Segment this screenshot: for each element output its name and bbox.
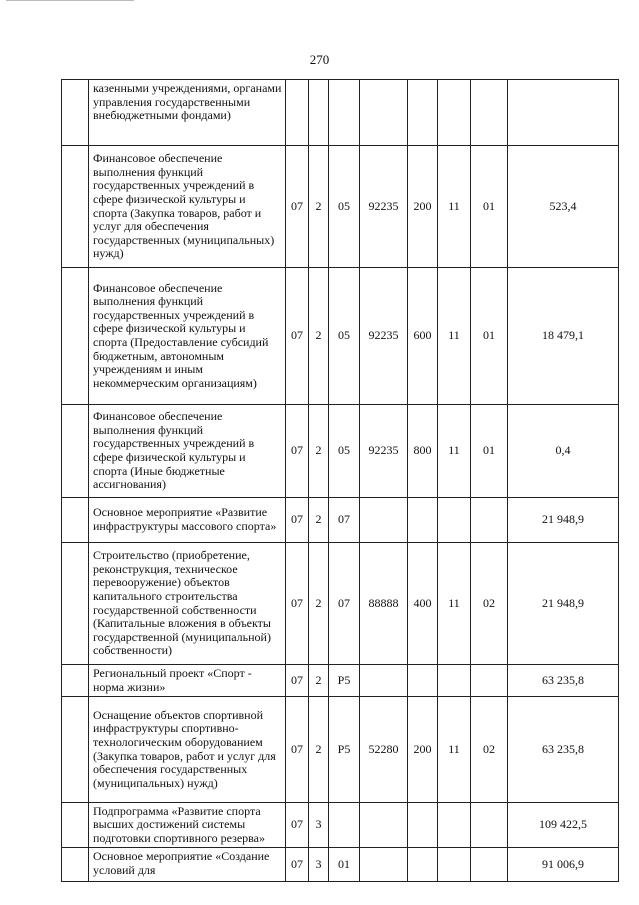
page-number: 270 [309, 52, 330, 67]
table-row [62, 803, 619, 848]
code-cell-5: 200 [408, 697, 438, 803]
row-number-cell [62, 665, 89, 697]
code-cell-4: 88888 [360, 543, 408, 665]
code-cell-5 [408, 80, 438, 146]
code-cell-1: 07 [286, 146, 309, 268]
code-cell-7 [471, 803, 508, 848]
amount-cell: 0,4 [508, 405, 619, 498]
code-cell-1: 07 [286, 268, 309, 405]
code-cell-3: P5 [329, 665, 360, 697]
code-cell-1: 07 [286, 697, 309, 803]
row-number-cell [62, 803, 89, 848]
row-number-cell [62, 80, 89, 146]
row-number-cell [62, 405, 89, 498]
code-cell-1: 07 [286, 848, 309, 882]
code-cell-6 [438, 848, 471, 882]
amount-cell: 63 235,8 [508, 697, 619, 803]
code-cell-2: 3 [309, 803, 329, 848]
code-cell-6 [438, 80, 471, 146]
code-cell-2: 2 [309, 665, 329, 697]
code-cell-7: 01 [471, 405, 508, 498]
code-cell-1 [286, 80, 309, 146]
code-cell-2: 2 [309, 146, 329, 268]
item-name-cell: Основное мероприятие «Создание условий для [89, 848, 286, 882]
code-cell-2: 2 [309, 268, 329, 405]
code-cell-4: 92235 [360, 268, 408, 405]
code-cell-5: 600 [408, 268, 438, 405]
code-cell-4: 92235 [360, 405, 408, 498]
code-cell-7: 02 [471, 543, 508, 665]
table-row [62, 848, 619, 882]
code-cell-3: 05 [329, 146, 360, 268]
code-cell-6: 11 [438, 268, 471, 405]
code-cell-2: 2 [309, 543, 329, 665]
code-cell-6 [438, 803, 471, 848]
amount-cell: 109 422,5 [508, 803, 619, 848]
code-cell-3: 07 [329, 498, 360, 543]
code-cell-6: 11 [438, 697, 471, 803]
code-cell-6: 11 [438, 146, 471, 268]
table-row [62, 405, 619, 498]
code-cell-5: 200 [408, 146, 438, 268]
row-number-cell [62, 543, 89, 665]
code-cell-5 [408, 803, 438, 848]
code-cell-2 [309, 80, 329, 146]
code-cell-3: 07 [329, 543, 360, 665]
code-cell-3: 05 [329, 405, 360, 498]
code-cell-7 [471, 80, 508, 146]
item-name-cell: Финансовое обеспечение выполнения функций государственных учреждений в сфере физической культуры и спорта (Предоставление субсидий бюджетным, автономным учреждениям и иным некоммерческим организациям) [89, 268, 286, 405]
code-cell-7: 01 [471, 268, 508, 405]
code-cell-4: 92235 [360, 146, 408, 268]
row-number-cell [62, 697, 89, 803]
table-row [62, 268, 619, 405]
code-cell-7 [471, 848, 508, 882]
row-number-cell [62, 268, 89, 405]
item-name-cell: казенными учреждениями, органами управления государственными внебюджетными фондами) [89, 80, 286, 146]
code-cell-2: 2 [309, 498, 329, 543]
amount-cell: 63 235,8 [508, 665, 619, 697]
budget-allocation-table [61, 79, 619, 882]
amount-cell [508, 80, 619, 146]
code-cell-5 [408, 848, 438, 882]
amount-cell: 21 948,9 [508, 543, 619, 665]
code-cell-4 [360, 498, 408, 543]
table-row [62, 543, 619, 665]
code-cell-3: 01 [329, 848, 360, 882]
table-row [62, 80, 619, 146]
code-cell-4: 52280 [360, 697, 408, 803]
code-cell-4 [360, 665, 408, 697]
code-cell-6: 11 [438, 405, 471, 498]
code-cell-3: P5 [329, 697, 360, 803]
code-cell-6 [438, 498, 471, 543]
item-name-cell: Финансовое обеспечение выполнения функций государственных учреждений в сфере физической культуры и спорта (Иные бюджетные ассигнования) [89, 405, 286, 498]
code-cell-5: 400 [408, 543, 438, 665]
code-cell-5: 800 [408, 405, 438, 498]
item-name-cell: Оснащение объектов спортивной инфраструктуры спортивно-технологическим оборудованием (Закупка товаров, работ и услуг для обеспечения государственных (муниципальных) нужд) [89, 697, 286, 803]
code-cell-2: 2 [309, 697, 329, 803]
table-row [62, 498, 619, 543]
code-cell-3: 05 [329, 268, 360, 405]
code-cell-1: 07 [286, 405, 309, 498]
code-cell-1: 07 [286, 498, 309, 543]
amount-cell: 523,4 [508, 146, 619, 268]
code-cell-7 [471, 498, 508, 543]
amount-cell: 91 006,9 [508, 848, 619, 882]
scan-top-rule [6, 0, 134, 1]
code-cell-2: 3 [309, 848, 329, 882]
code-cell-6: 11 [438, 543, 471, 665]
code-cell-5 [408, 665, 438, 697]
code-cell-2: 2 [309, 405, 329, 498]
item-name-cell: Подпрограмма «Развитие спорта высших достижений системы подготовки спортивного резерва» [89, 803, 286, 848]
item-name-cell: Региональный проект «Спорт - норма жизни» [89, 665, 286, 697]
code-cell-3 [329, 80, 360, 146]
table-row [62, 665, 619, 697]
table-row [62, 146, 619, 268]
code-cell-4 [360, 848, 408, 882]
code-cell-1: 07 [286, 665, 309, 697]
code-cell-4 [360, 803, 408, 848]
amount-cell: 18 479,1 [508, 268, 619, 405]
row-number-cell [62, 498, 89, 543]
code-cell-7 [471, 665, 508, 697]
row-number-cell [62, 848, 89, 882]
item-name-cell: Основное мероприятие «Развитие инфраструктуры массового спорта» [89, 498, 286, 543]
row-number-cell [62, 146, 89, 268]
item-name-cell: Строительство (приобретение, реконструкция, техническое перевооружение) объектов капитального строительства государственной собственности (Капитальные вложения в объекты государственной (муниципальной) собственности) [89, 543, 286, 665]
code-cell-3 [329, 803, 360, 848]
amount-cell: 21 948,9 [508, 498, 619, 543]
code-cell-1: 07 [286, 803, 309, 848]
code-cell-5 [408, 498, 438, 543]
code-cell-7: 02 [471, 697, 508, 803]
item-name-cell: Финансовое обеспечение выполнения функций государственных учреждений в сфере физической культуры и спорта (Закупка товаров, работ и услуг для обеспечения государственных (муниципальных) нужд) [89, 146, 286, 268]
code-cell-4 [360, 80, 408, 146]
code-cell-7: 01 [471, 146, 508, 268]
code-cell-1: 07 [286, 543, 309, 665]
code-cell-6 [438, 665, 471, 697]
table-row [62, 697, 619, 803]
